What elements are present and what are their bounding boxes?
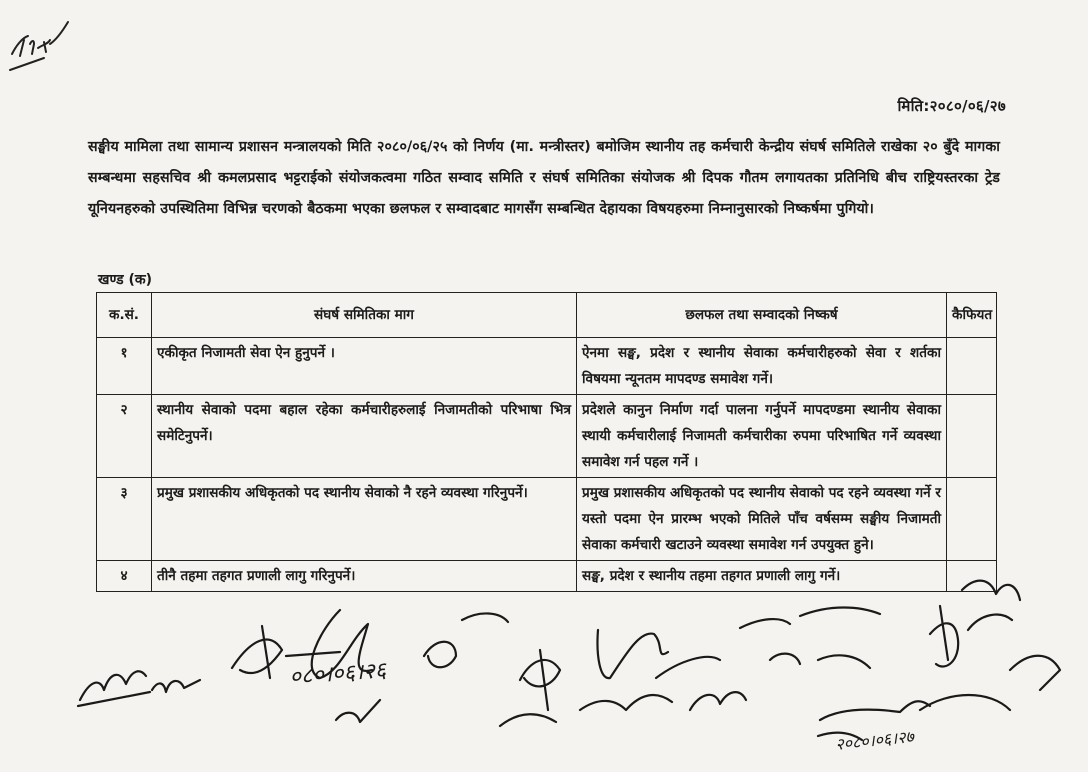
row-outcome: सङ्घ, प्रदेश र स्थानीय तहमा तहगत प्रणाली लागु गर्ने। — [577, 561, 947, 592]
row-remark — [947, 395, 997, 478]
section-label: खण्ड (क) — [98, 272, 153, 288]
signature-date-note: ०८०।०६।२६ — [288, 657, 387, 689]
document-date: मिति:२०८०/०६/२७ — [897, 97, 1006, 115]
signature-7 — [580, 630, 672, 710]
signature-1 — [78, 671, 150, 706]
table-header-row — [97, 293, 997, 338]
final-handwritten-mark — [4, 10, 76, 80]
demands-table — [96, 292, 997, 592]
signature-6 — [500, 650, 560, 726]
intro-paragraph: सङ्घीय मामिला तथा सामान्य प्रशासन मन्त्रालयको मिति २०८०/०६/२५ को निर्णय (मा. मन्त्रीस्तर) बमोजिम स्थानीय तह कर्मचारी केन्द्रीय संघर्ष समितिले राखेका २० बुँदे मागका सम्बन्धमा सहसचिव श्री कमलप्रसाद भट्टराईको संयोजकत्वमा गठित सम्वाद समिति र संघर्ष समितिका संयोजक श्री दिपक गौतम लगायतका प्रतिनिधि बीच राष्ट्रियस्तरका ट्रेड यूनियनहरुको उपस्थितिमा विभिन्न चरणको बैठकमा भएका छलफल र सम्वादबाट मागसँग सम्बन्धित देहायका विषयहरुमा निम्नानुसारको निष्कर्षमा पुगियो। — [88, 139, 1000, 217]
signatures-area — [0, 560, 1088, 772]
row-outcome: ऐनमा सङ्घ, प्रदेश र स्थानीय सेवाका कर्मचारीहरुको सेवा र शर्तका विषयमा न्यूनतम मापदण्ड समावेश गर्ने। — [577, 338, 947, 395]
row-serial: ३ — [97, 478, 152, 561]
header-remark: कैफियत — [947, 293, 997, 338]
signature-8 — [656, 657, 746, 710]
row-remark — [947, 478, 997, 561]
row-demand: प्रमुख प्रशासकीय अधिकृतको पद स्थानीय सेवाको नै रहने व्यवस्था गरिनुपर्ने। — [152, 478, 577, 561]
signature-11 — [930, 606, 1012, 667]
signature-12 — [920, 581, 1060, 710]
signature-5 — [424, 613, 508, 667]
row-serial: ४ — [97, 561, 152, 592]
signature-date-note-2: २०८०।०६।२७ — [834, 728, 915, 754]
header-serial: क.सं. — [97, 293, 152, 338]
row-outcome: प्रमुख प्रशासकीय अधिकृतको पद स्थानीय सेवाको पद रहने व्यवस्था गर्ने र यस्तो पदमा ऐन प्रारम्भ भएको मितिले पाँच वर्षसम्म सङ्घीय निजामती सेवाका कर्मचारी खटाउने व्यवस्था समावेश गर्न उपयुक्त हुने। — [577, 478, 947, 561]
row-demand: स्थानीय सेवाको पदमा बहाल रहेका कर्मचारीहरुलाई निजामतीको परिभाषा भित्र समेटिनुपर्ने। — [152, 395, 577, 478]
signature-2 — [152, 680, 200, 692]
header-demand: संघर्ष समितिका माग — [152, 293, 577, 338]
table-row — [97, 338, 997, 395]
row-demand: तीनै तहमा तहगत प्रणाली लागु गरिनुपर्ने। — [152, 561, 577, 592]
table-row — [97, 395, 997, 478]
row-outcome: प्रदेशले कानुन निर्माण गर्दा पालना गर्नुपर्ने मापदण्डमा स्थानीय सेवाका स्थायी कर्मचारीलाई निजामती कर्मचारीका रुपमा परिभाषित गर्ने व्यवस्था समावेश गर्न पहल गर्ने । — [577, 395, 947, 478]
header-outcome: छलफल तथा सम्वादको निष्कर्ष — [577, 293, 947, 338]
table-row — [97, 478, 997, 561]
row-serial: १ — [97, 338, 152, 395]
row-remark — [947, 338, 997, 395]
row-serial: २ — [97, 395, 152, 478]
row-demand: एकीकृत निजामती सेवा ऐन हुनुपर्ने । — [152, 338, 577, 395]
signature-9 — [740, 608, 880, 669]
